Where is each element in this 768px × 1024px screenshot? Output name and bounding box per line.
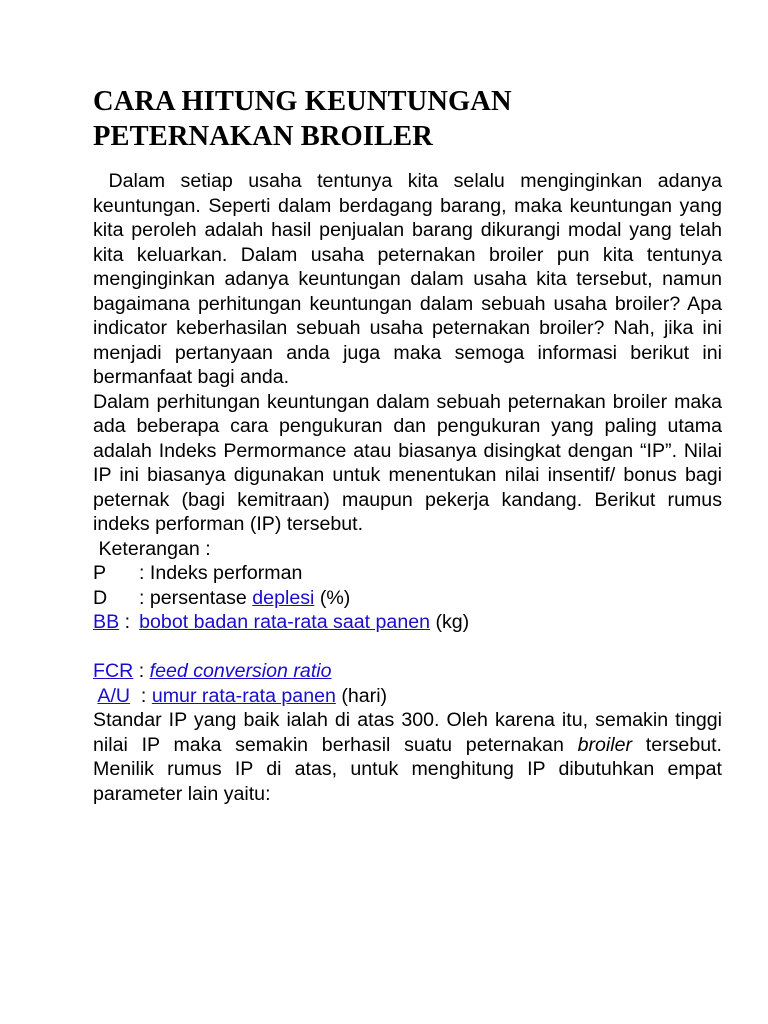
feed-conversion-ratio-link[interactable]: feed conversion ratio (149, 660, 332, 682)
definition-suffix-d: (%) (314, 586, 351, 609)
au-link[interactable]: A/U (97, 684, 131, 707)
title-line-1: CARA HITUNG KEUNTUNGAN (93, 86, 512, 117)
bobot-badan-link[interactable]: bobot badan rata-rata saat panen (139, 611, 431, 633)
document-page (93, 84, 728, 806)
definition-p (93, 561, 722, 586)
definition-suffix-bb: (kg) (430, 611, 470, 633)
definition-term-d: D (93, 586, 108, 609)
definition-sep-fcr: : (133, 660, 150, 682)
paragraph-standard-ip (93, 708, 722, 806)
keterangan-heading: Keterangan : (93, 537, 211, 560)
blank-line (93, 635, 722, 660)
broiler-italic: broiler (577, 733, 633, 756)
definition-term-p: P (93, 562, 107, 584)
definition-sep-au: : (130, 684, 152, 707)
paragraph-standard-ip-part2: tersebut. Menilik rumus IP di atas, untuk menghitung IP dibutuhkan empat parameter lain yaitu: (93, 733, 722, 805)
definition-d (93, 586, 722, 611)
paragraph-intro: Dalam setiap usaha tentunya kita selalu menginginkan adanya keuntungan. Seperti dalam berdagang barang, maka keuntungan yang kita peroleh adalah hasil penjualan barang dikurangi modal yang telah kita keluarkan. Dalam usaha peternakan broiler pun kita tentunya menginginkan adanya keuntungan dalam usaha kita tersebut, namun bagaimana perhitungan keuntungan dalam sebuah usaha broiler? Apa indicator keberhasilan sebuah usaha peternakan broiler? Nah, jika ini menjadi pertanyaan anda juga maka semoga informasi berikut ini bermanfaat bagi anda. (93, 170, 728, 388)
definition-sep-bb: : (119, 611, 136, 633)
definition-fcr (93, 659, 722, 684)
page-title (93, 84, 722, 154)
title-line-2: PETERNAKAN BROILER (93, 121, 433, 152)
bb-link[interactable]: BB (93, 611, 120, 633)
paragraph-ip-explanation: Dalam perhitungan keuntungan dalam sebuah peternakan broiler maka ada beberapa cara pengukuran dan pengukuran yang paling utama adalah Indeks Permormance atau biasanya disingkat dengan “IP”. Nilai IP ini biasanya digunakan untuk menentukan nilai insentif/ bonus bagi peternak (bagi kemitraan) maupun pekerja kandang. Berikut rumus indeks performan (IP) tersebut. (93, 390, 722, 535)
umur-rata-rata-panen-link[interactable]: umur rata-rata panen (151, 684, 336, 707)
definition-desc-p: : Indeks performan (139, 562, 303, 584)
definition-prefix-d: : persentase (139, 586, 253, 609)
deplesi-link[interactable]: deplesi (252, 586, 315, 609)
definition-suffix-au: (hari) (335, 684, 388, 707)
fcr-link[interactable]: FCR (93, 660, 134, 682)
paragraph-standard-ip-part1: Standar IP yang baik ialah di atas 300. Oleh karena itu, semakin tinggi nilai IP maka semakin berhasil suatu peternakan (93, 709, 722, 756)
document-body (93, 169, 728, 806)
definition-au (93, 684, 722, 709)
definition-bb (93, 610, 722, 635)
